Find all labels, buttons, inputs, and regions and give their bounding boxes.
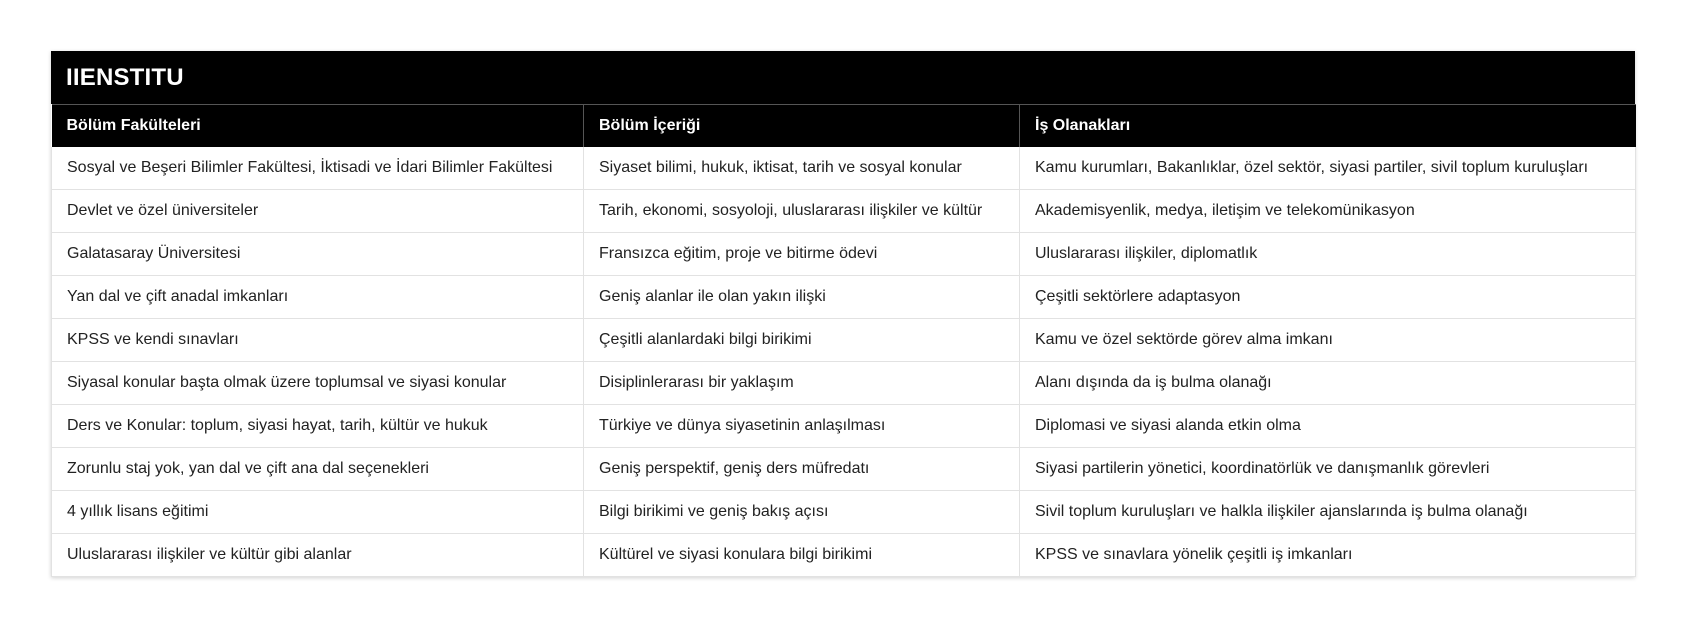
table-cell: KPSS ve sınavlara yönelik çeşitli iş imkanları (1020, 534, 1636, 577)
header-row (52, 105, 1636, 148)
table-cell: Akademisyenlik, medya, iletişim ve telekomünikasyon (1020, 190, 1636, 233)
data-table (51, 104, 1636, 577)
table-row (52, 147, 1636, 190)
table-cell: Uluslararası ilişkiler, diplomatlık (1020, 233, 1636, 276)
table-cell: Siyasal konular başta olmak üzere toplumsal ve siyasi konular (52, 362, 584, 405)
table-row (52, 276, 1636, 319)
table-cell: Bilgi birikimi ve geniş bakış açısı (584, 491, 1020, 534)
table-row (52, 319, 1636, 362)
table-cell: KPSS ve kendi sınavları (52, 319, 584, 362)
table-cell: Siyasi partilerin yönetici, koordinatörlük ve danışmanlık görevleri (1020, 448, 1636, 491)
table-cell: Fransızca eğitim, proje ve bitirme ödevi (584, 233, 1020, 276)
table-cell: Tarih, ekonomi, sosyoloji, uluslararası ilişkiler ve kültür (584, 190, 1020, 233)
table-title: IIENSTITU (51, 51, 1635, 104)
table-cell: Galatasaray Üniversitesi (52, 233, 584, 276)
table-row (52, 233, 1636, 276)
table-cell: Çeşitli sektörlere adaptasyon (1020, 276, 1636, 319)
data-table-card (51, 51, 1635, 577)
table-cell: Türkiye ve dünya siyasetinin anlaşılması (584, 405, 1020, 448)
table-cell: Çeşitli alanlardaki bilgi birikimi (584, 319, 1020, 362)
table-cell: Yan dal ve çift anadal imkanları (52, 276, 584, 319)
table-cell: Kamu ve özel sektörde görev alma imkanı (1020, 319, 1636, 362)
table-cell: Sosyal ve Beşeri Bilimler Fakültesi, İktisadi ve İdari Bilimler Fakültesi (52, 147, 584, 190)
table-cell: Sivil toplum kuruluşları ve halkla ilişkiler ajanslarında iş bulma olanağı (1020, 491, 1636, 534)
table-cell: Kamu kurumları, Bakanlıklar, özel sektör, siyasi partiler, sivil toplum kuruluşları (1020, 147, 1636, 190)
table-cell: Geniş alanlar ile olan yakın ilişki (584, 276, 1020, 319)
table-cell: Siyaset bilimi, hukuk, iktisat, tarih ve sosyal konular (584, 147, 1020, 190)
table-cell: Kültürel ve siyasi konulara bilgi birikimi (584, 534, 1020, 577)
table-row (52, 491, 1636, 534)
column-header-jobs: İş Olanakları (1020, 105, 1636, 148)
table-row (52, 534, 1636, 577)
column-header-faculties: Bölüm Fakülteleri (52, 105, 584, 148)
table-cell: Uluslararası ilişkiler ve kültür gibi alanlar (52, 534, 584, 577)
table-cell: Geniş perspektif, geniş ders müfredatı (584, 448, 1020, 491)
table-cell: Diplomasi ve siyasi alanda etkin olma (1020, 405, 1636, 448)
table-row (52, 448, 1636, 491)
table-cell: Disiplinlerarası bir yaklaşım (584, 362, 1020, 405)
table-cell: 4 yıllık lisans eğitimi (52, 491, 584, 534)
table-cell: Alanı dışında da iş bulma olanağı (1020, 362, 1636, 405)
column-header-content: Bölüm İçeriği (584, 105, 1020, 148)
table-row (52, 362, 1636, 405)
table-row (52, 190, 1636, 233)
table-cell: Devlet ve özel üniversiteler (52, 190, 584, 233)
table-row (52, 405, 1636, 448)
table-cell: Ders ve Konular: toplum, siyasi hayat, tarih, kültür ve hukuk (52, 405, 584, 448)
table-cell: Zorunlu staj yok, yan dal ve çift ana dal seçenekleri (52, 448, 584, 491)
